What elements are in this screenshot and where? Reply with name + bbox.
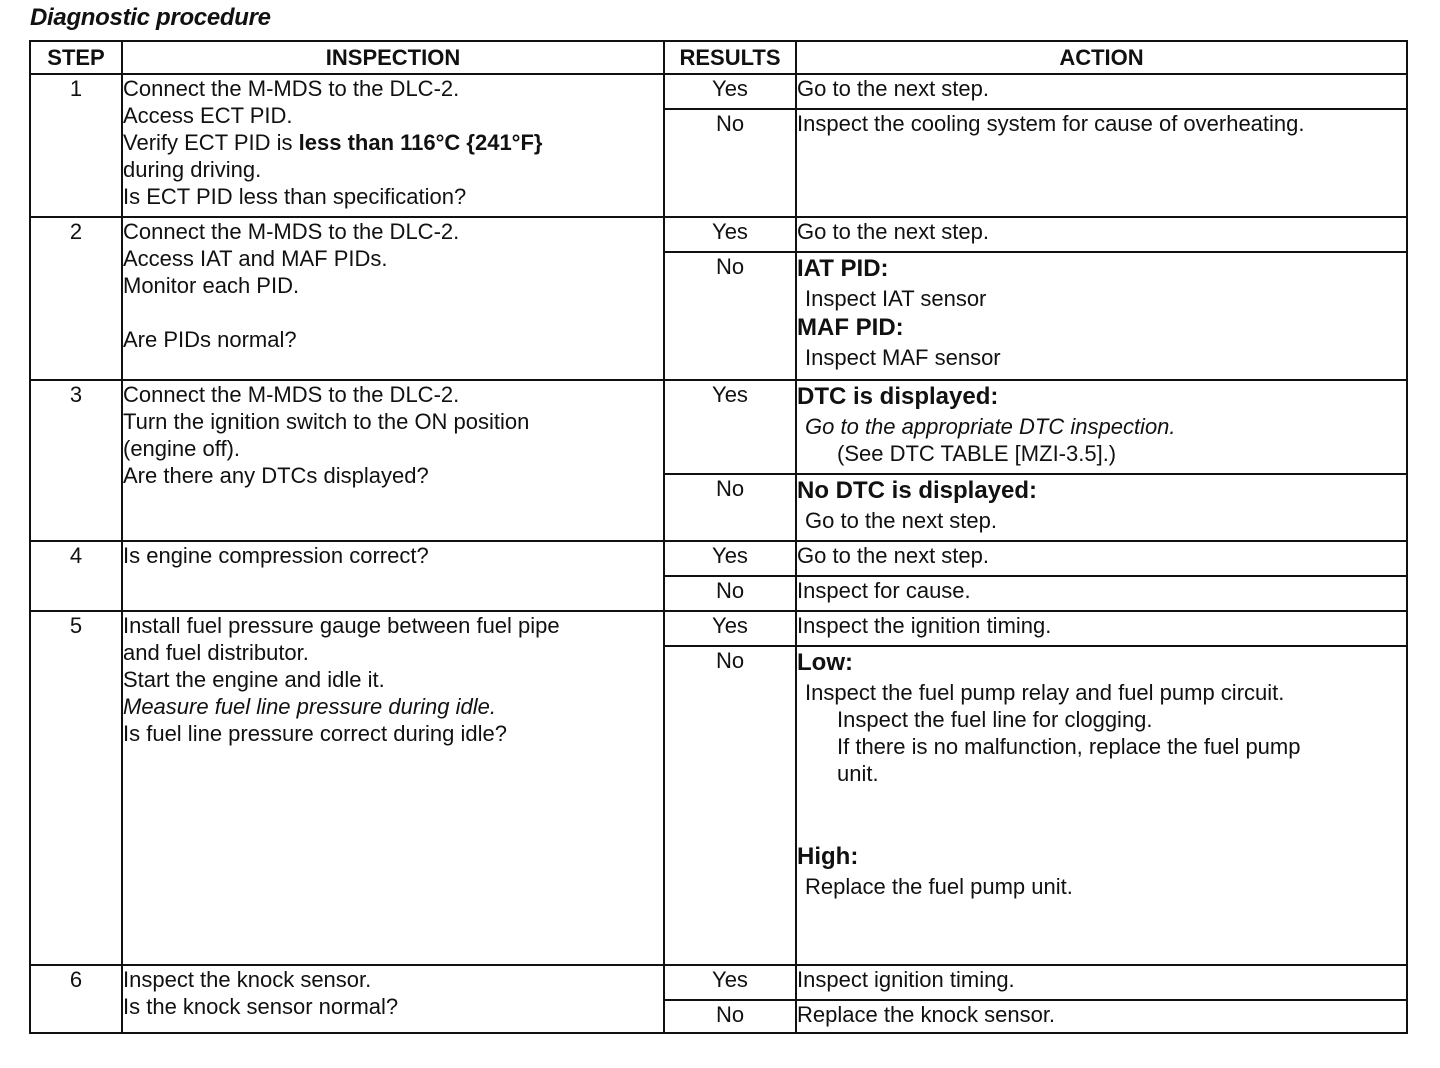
page-title: Diagnostic procedure bbox=[30, 4, 271, 31]
inspection-line: Is the knock sensor normal? bbox=[123, 994, 399, 1019]
action-heading: Low: bbox=[797, 649, 853, 676]
result-yes: Yes bbox=[664, 611, 796, 646]
action-no: Inspect for cause. bbox=[796, 576, 1407, 611]
spec-value: less than 116°C {241°F} bbox=[298, 130, 543, 155]
action-yes: Go to the next step. bbox=[796, 541, 1407, 576]
step-4-yes-row bbox=[30, 541, 1407, 576]
action-yes: Inspect ignition timing. bbox=[796, 965, 1407, 1000]
inspection-line bbox=[123, 129, 663, 156]
action-line: Replace the fuel pump unit. bbox=[805, 874, 1073, 899]
step-number: 2 bbox=[30, 217, 122, 380]
action-line: Go to the next step. bbox=[805, 508, 998, 533]
action-no: Inspect the cooling system for cause of overheating. bbox=[796, 109, 1407, 217]
inspection-line: and fuel distributor. bbox=[123, 640, 309, 665]
action-line: Inspect MAF sensor bbox=[805, 345, 1001, 370]
step-2-inspection bbox=[122, 217, 664, 380]
inspection-line: Access IAT and MAF PIDs. bbox=[123, 246, 388, 271]
action-line: unit. bbox=[837, 761, 879, 786]
inspection-line: Start the engine and idle it. bbox=[123, 667, 385, 692]
step-5-yes-row bbox=[30, 611, 1407, 646]
result-yes: Yes bbox=[664, 380, 796, 474]
step-1-inspection bbox=[122, 74, 664, 217]
action-line: Inspect the fuel pump relay and fuel pump circuit. bbox=[805, 680, 1285, 705]
action-no: Replace the knock sensor. bbox=[796, 1000, 1407, 1033]
inspection-line: Are there any DTCs displayed? bbox=[123, 463, 429, 488]
action-no bbox=[796, 646, 1407, 965]
action-line: If there is no malfunction, replace the fuel pump bbox=[837, 734, 1301, 759]
step-1-yes-row bbox=[30, 74, 1407, 109]
header-step: STEP bbox=[30, 41, 122, 74]
inspection-line: Monitor each PID. bbox=[123, 273, 300, 298]
result-yes: Yes bbox=[664, 217, 796, 252]
header-row bbox=[30, 41, 1407, 74]
result-yes: Yes bbox=[664, 965, 796, 1000]
step-number: 6 bbox=[30, 965, 122, 1033]
action-yes: Go to the next step. bbox=[796, 217, 1407, 252]
inspection-line: Turn the ignition switch to the ON position bbox=[123, 409, 530, 434]
action-heading: DTC is displayed: bbox=[797, 383, 999, 410]
step-number: 4 bbox=[30, 541, 122, 611]
action-line: Inspect the fuel line for clogging. bbox=[837, 707, 1153, 732]
diagnostic-procedure-table bbox=[29, 40, 1408, 1034]
spacer bbox=[797, 787, 1406, 841]
result-no: No bbox=[664, 474, 796, 541]
inspection-text: Verify ECT PID is bbox=[123, 130, 299, 155]
step-2-yes-row bbox=[30, 217, 1407, 252]
inspection-line: Is ECT PID less than specification? bbox=[123, 184, 467, 209]
header-action: ACTION bbox=[796, 41, 1407, 74]
inspection-line: (engine off). bbox=[123, 436, 241, 461]
action-heading: No DTC is displayed: bbox=[797, 477, 1038, 504]
inspection-line: Install fuel pressure gauge between fuel pipe bbox=[123, 613, 560, 638]
result-no: No bbox=[664, 109, 796, 217]
spacer bbox=[123, 299, 663, 326]
result-no: No bbox=[664, 252, 796, 380]
inspection-line: Connect the M-MDS to the DLC-2. bbox=[123, 76, 460, 101]
step-number: 5 bbox=[30, 611, 122, 965]
step-3-yes-row bbox=[30, 380, 1407, 474]
inspection-line: Measure fuel line pressure during idle. bbox=[123, 694, 496, 719]
step-6-yes-row bbox=[30, 965, 1407, 1000]
action-yes: Inspect the ignition timing. bbox=[796, 611, 1407, 646]
header-inspection: INSPECTION bbox=[122, 41, 664, 74]
result-no: No bbox=[664, 646, 796, 965]
result-no: No bbox=[664, 576, 796, 611]
inspection-line: Connect the M-MDS to the DLC-2. bbox=[123, 219, 460, 244]
inspection-line: during driving. bbox=[123, 157, 262, 182]
action-yes bbox=[796, 380, 1407, 474]
step-3-inspection bbox=[122, 380, 664, 541]
step-5-inspection bbox=[122, 611, 664, 965]
step-6-inspection bbox=[122, 965, 664, 1033]
action-line: Go to the appropriate DTC inspection. bbox=[805, 414, 1176, 439]
inspection-line: Is fuel line pressure correct during idle? bbox=[123, 721, 507, 746]
inspection-line: Are PIDs normal? bbox=[123, 327, 297, 352]
action-no bbox=[796, 252, 1407, 380]
result-yes: Yes bbox=[664, 541, 796, 576]
action-yes: Go to the next step. bbox=[796, 74, 1407, 109]
result-no: No bbox=[664, 1000, 796, 1033]
step-number: 3 bbox=[30, 380, 122, 541]
action-line: Inspect IAT sensor bbox=[805, 286, 987, 311]
action-line: (See DTC TABLE [MZI-3.5].) bbox=[837, 441, 1117, 466]
result-yes: Yes bbox=[664, 74, 796, 109]
action-heading: IAT PID: bbox=[797, 255, 889, 282]
header-results: RESULTS bbox=[664, 41, 796, 74]
inspection-line: Is engine compression correct? bbox=[123, 543, 429, 568]
action-heading: MAF PID: bbox=[797, 314, 904, 341]
action-no bbox=[796, 474, 1407, 541]
step-4-inspection bbox=[122, 541, 664, 611]
inspection-line: Inspect the knock sensor. bbox=[123, 967, 372, 992]
action-heading: High: bbox=[797, 843, 859, 870]
inspection-line: Access ECT PID. bbox=[123, 103, 293, 128]
step-number: 1 bbox=[30, 74, 122, 217]
inspection-line: Connect the M-MDS to the DLC-2. bbox=[123, 382, 460, 407]
